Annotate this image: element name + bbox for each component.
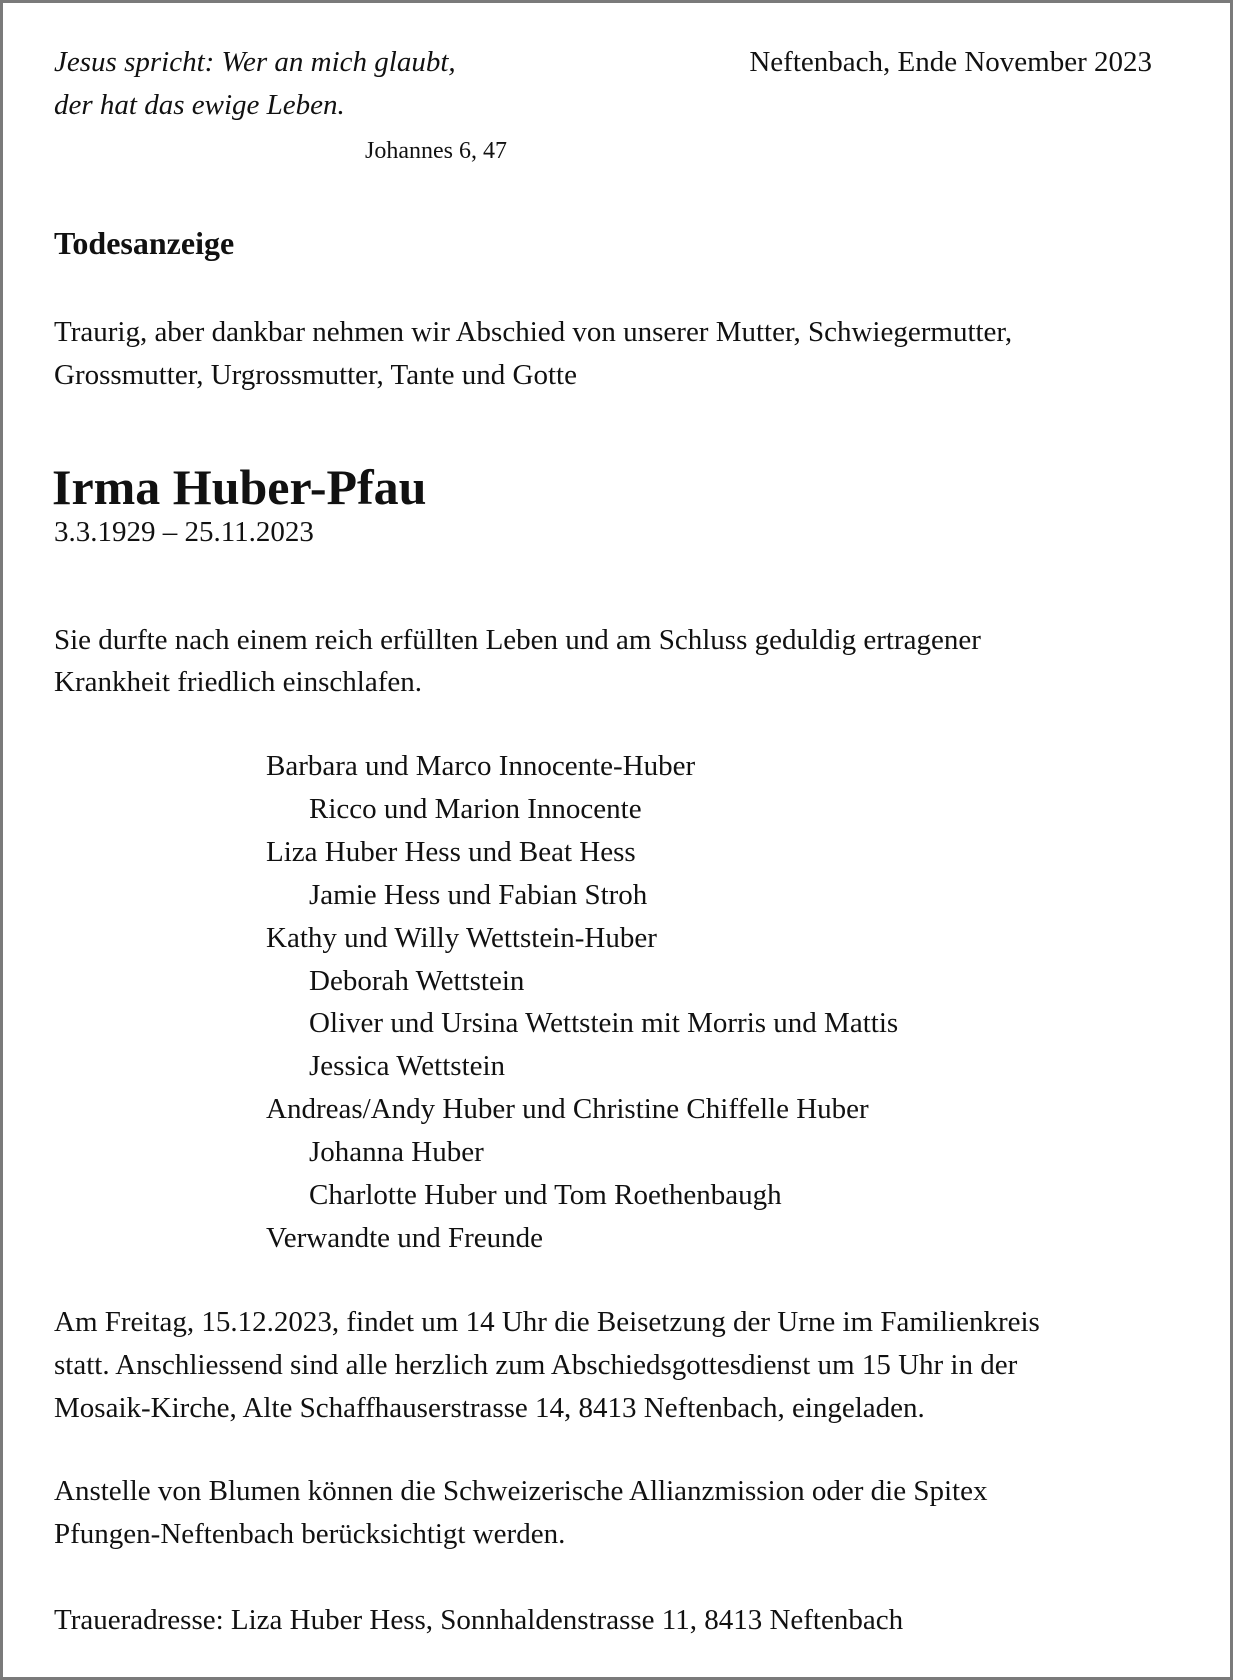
mourner-entry: Ricco und Marion Innocente: [309, 792, 642, 825]
heading: Todesanzeige: [54, 225, 235, 261]
mourner-entry: Verwandte und Freunde: [266, 1221, 544, 1254]
deceased-dates: 3.3.1929 – 25.11.2023: [54, 516, 314, 548]
donations-line-1: Anstelle von Blumen können die Schweizerische Allianzmission oder die Spitex: [54, 1475, 988, 1507]
statement-line-2: Krankheit friedlich einschlafen.: [54, 666, 422, 698]
intro-line-1: Traurig, aber dankbar nehmen wir Abschied von unserer Mutter, Schwiegermutter,: [54, 316, 1013, 348]
place-date: Neftenbach, Ende November 2023: [749, 46, 1152, 78]
mourner-entry: Oliver und Ursina Wettstein mit Morris und Mattis: [309, 1007, 899, 1040]
mourner-entry: Deborah Wettstein: [309, 964, 525, 997]
ceremony-line-1: Am Freitag, 15.12.2023, findet um 14 Uhr die Beisetzung der Urne im Familienkreis: [54, 1306, 1040, 1338]
quote-reference: Johannes 6, 47: [365, 138, 507, 164]
mourner-entry: Charlotte Huber und Tom Roethenbaugh: [309, 1179, 782, 1212]
mourners-list: [266, 745, 898, 1260]
mourner-entry: Kathy und Willy Wettstein-Huber: [266, 921, 657, 954]
mourner-entry: Jessica Wettstein: [309, 1050, 506, 1083]
mourning-address: Traueradresse: Liza Huber Hess, Sonnhaldenstrasse 11, 8413 Neftenbach: [54, 1604, 904, 1636]
quote-line-2: der hat das ewige Leben.: [54, 89, 345, 121]
ceremony-line-2: statt. Anschliessend sind alle herzlich zum Abschiedsgottesdienst um 15 Uhr in der: [54, 1349, 1018, 1381]
ceremony-line-3: Mosaik-Kirche, Alte Schaffhauserstrasse 14, 8413 Neftenbach, eingeladen.: [54, 1392, 925, 1424]
donations-line-2: Pfungen-Neftenbach berücksichtigt werden.: [54, 1518, 566, 1550]
deceased-name: Irma Huber-Pfau: [52, 459, 427, 515]
statement-line-1: Sie durfte nach einem reich erfüllten Leben und am Schluss geduldig ertragener: [54, 624, 981, 656]
mourner-entry: Andreas/Andy Huber und Christine Chiffelle Huber: [266, 1093, 869, 1126]
mourner-entry: Jamie Hess und Fabian Stroh: [309, 878, 648, 911]
mourner-entry: Barbara und Marco Innocente-Huber: [266, 750, 696, 782]
mourner-entry: Liza Huber Hess und Beat Hess: [266, 835, 636, 868]
intro-line-2: Grossmutter, Urgrossmutter, Tante und Gotte: [54, 359, 577, 391]
quote-line-1: Jesus spricht: Wer an mich glaubt,: [54, 46, 456, 78]
mourner-entry: Johanna Huber: [309, 1136, 484, 1169]
